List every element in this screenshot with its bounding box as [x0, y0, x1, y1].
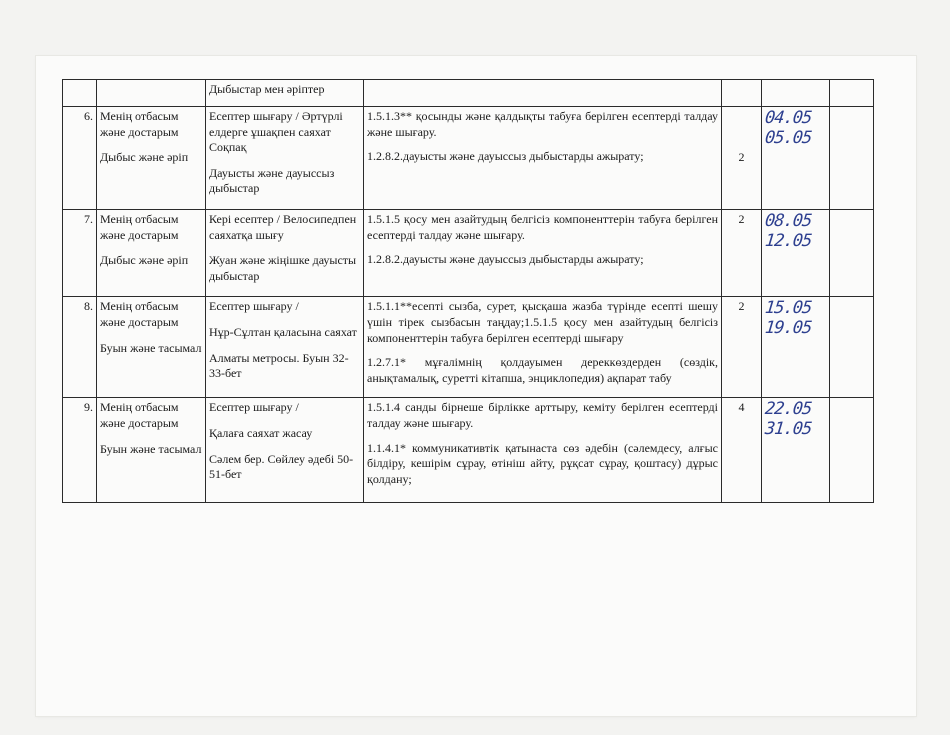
- lesson-plan-table: [62, 79, 874, 503]
- notes-cell: [830, 297, 874, 398]
- topic-cell: [97, 80, 206, 107]
- handwritten-date: 31.05: [764, 418, 813, 439]
- subsection-title: Буын және тасымал: [100, 340, 202, 355]
- lesson-cell: [206, 80, 364, 107]
- notes-cell: [830, 210, 874, 297]
- goals-cell: [364, 297, 722, 398]
- topic-cell: [97, 297, 206, 398]
- goals-cell: [364, 107, 722, 210]
- lesson-cell: [206, 210, 364, 297]
- table-row: [63, 398, 874, 503]
- table-row: [63, 297, 874, 398]
- handwritten-date: 22.05: [764, 399, 813, 420]
- topic-cell: [97, 398, 206, 503]
- lesson-cell: [206, 398, 364, 503]
- lesson-cell: [206, 297, 364, 398]
- goals-cell: [364, 210, 722, 297]
- handwritten-date: 04.05: [764, 108, 813, 128]
- date-cell: [762, 210, 830, 297]
- section-title: Менің отбасым және достарым: [100, 400, 179, 430]
- learning-goal: 1.5.1.4 санды бірнеше бірлікке арттыру, кеміту берілген есептерді талдау және шығару.: [367, 400, 718, 430]
- lesson-text: Кері есептер / Велосипедпен саяхатқа шығу: [209, 212, 357, 242]
- goals-cell: [364, 80, 722, 107]
- handwritten-date: 12.05: [764, 230, 813, 251]
- topic-cell: [97, 107, 206, 210]
- notes-cell: [830, 107, 874, 210]
- handwritten-date: 08.05: [764, 211, 813, 231]
- hours-cell: 2: [722, 107, 762, 210]
- lesson-text: Нұр-Сұлтан қаласына саяхат: [209, 324, 357, 339]
- row-number: 6.: [63, 107, 97, 210]
- table-row: [63, 80, 874, 107]
- table-row: [63, 107, 874, 210]
- learning-goal: 1.5.1.1**есепті сызба, сурет, қысқаша жазба түрінде есепті шешу үшін тірек сызбасын таңдау;1.5.1.5 қосу мен азайтудың белгісіз компоненттерін табуға берілген есептерді шығару: [367, 299, 718, 345]
- hours-cell: 4: [722, 398, 762, 503]
- date-cell: [762, 398, 830, 503]
- goals-cell: [364, 398, 722, 503]
- learning-goal: 1.1.4.1* коммуникативтік қатынаста сөз әдебін (сәлемдесу, алғыс білдіру, кешірім сұрау, өтініш айту, рұқсат сұрау, қоштасу) дұрыс қолдану;: [367, 440, 718, 486]
- hours-cell: 2: [722, 297, 762, 398]
- subsection-title: Дыбыс және әріп: [100, 150, 189, 165]
- learning-goal: 1.2.8.2.дауысты және дауыссыз дыбыстарды ажырату;: [367, 149, 644, 164]
- lesson-text: Қалаға саяхат жасау: [209, 425, 313, 440]
- row-number: 8.: [63, 297, 97, 398]
- lesson-text: Алматы метросы. Буын 32-33-бет: [209, 350, 349, 381]
- subsection-title: Дыбыс және әріп: [100, 253, 189, 268]
- section-title: Менің отбасым және достарым: [100, 109, 179, 139]
- handwritten-date: 15.05: [764, 298, 813, 319]
- learning-goal: 1.5.1.5 қосу мен азайтудың белгісіз компоненттерін табуға берілген есептерді талдау және шығару.: [367, 212, 718, 242]
- handwritten-date: 19.05: [764, 317, 813, 338]
- section-title: Менің отбасым және достарым: [100, 299, 179, 329]
- row-number: 9.: [63, 398, 97, 503]
- notes-cell: [830, 398, 874, 503]
- table-row: [63, 210, 874, 297]
- lesson-text: Есептер шығару / Әртүрлі елдерге ұшақпен саяхат Соқпақ: [209, 109, 343, 155]
- date-cell: [762, 80, 830, 107]
- hours-cell: [722, 80, 762, 107]
- row-number: [63, 80, 97, 107]
- date-cell: [762, 107, 830, 210]
- lesson-text: Сәлем бер. Сөйлеу әдебі 50-51-бет: [209, 451, 354, 482]
- lesson-text: Дауысты және дауыссыз дыбыстар: [209, 165, 335, 196]
- learning-goal: 1.2.7.1* мұғалімнің қолдауымен дереккөздерден (сөздік, анықтамалық, суретті кітапша, энциклопедия) ақпарат табу: [367, 355, 718, 385]
- lesson-text: Жуан және жіңішке дауысты дыбыстар: [209, 253, 357, 283]
- topic-cell: [97, 210, 206, 297]
- notes-cell: [830, 80, 874, 107]
- lesson-cell: [206, 107, 364, 210]
- learning-goal: 1.2.8.2.дауысты және дауыссыз дыбыстарды ажырату;: [367, 252, 644, 267]
- date-cell: [762, 297, 830, 398]
- lesson-text: Есептер шығару /: [209, 400, 299, 415]
- hours-cell: 2: [722, 210, 762, 297]
- handwritten-date: 05.05: [764, 127, 813, 148]
- learning-goal: 1.5.1.3** қосынды және қалдықты табуға берілген есептерді талдау және шығару.: [367, 109, 718, 139]
- section-title: Менің отбасым және достарым: [100, 212, 179, 242]
- row-number: 7.: [63, 210, 97, 297]
- subsection-title: Буын және тасымал: [100, 441, 202, 456]
- lesson-text: Дыбыстар мен әріптер: [209, 82, 325, 96]
- lesson-text: Есептер шығару /: [209, 299, 299, 314]
